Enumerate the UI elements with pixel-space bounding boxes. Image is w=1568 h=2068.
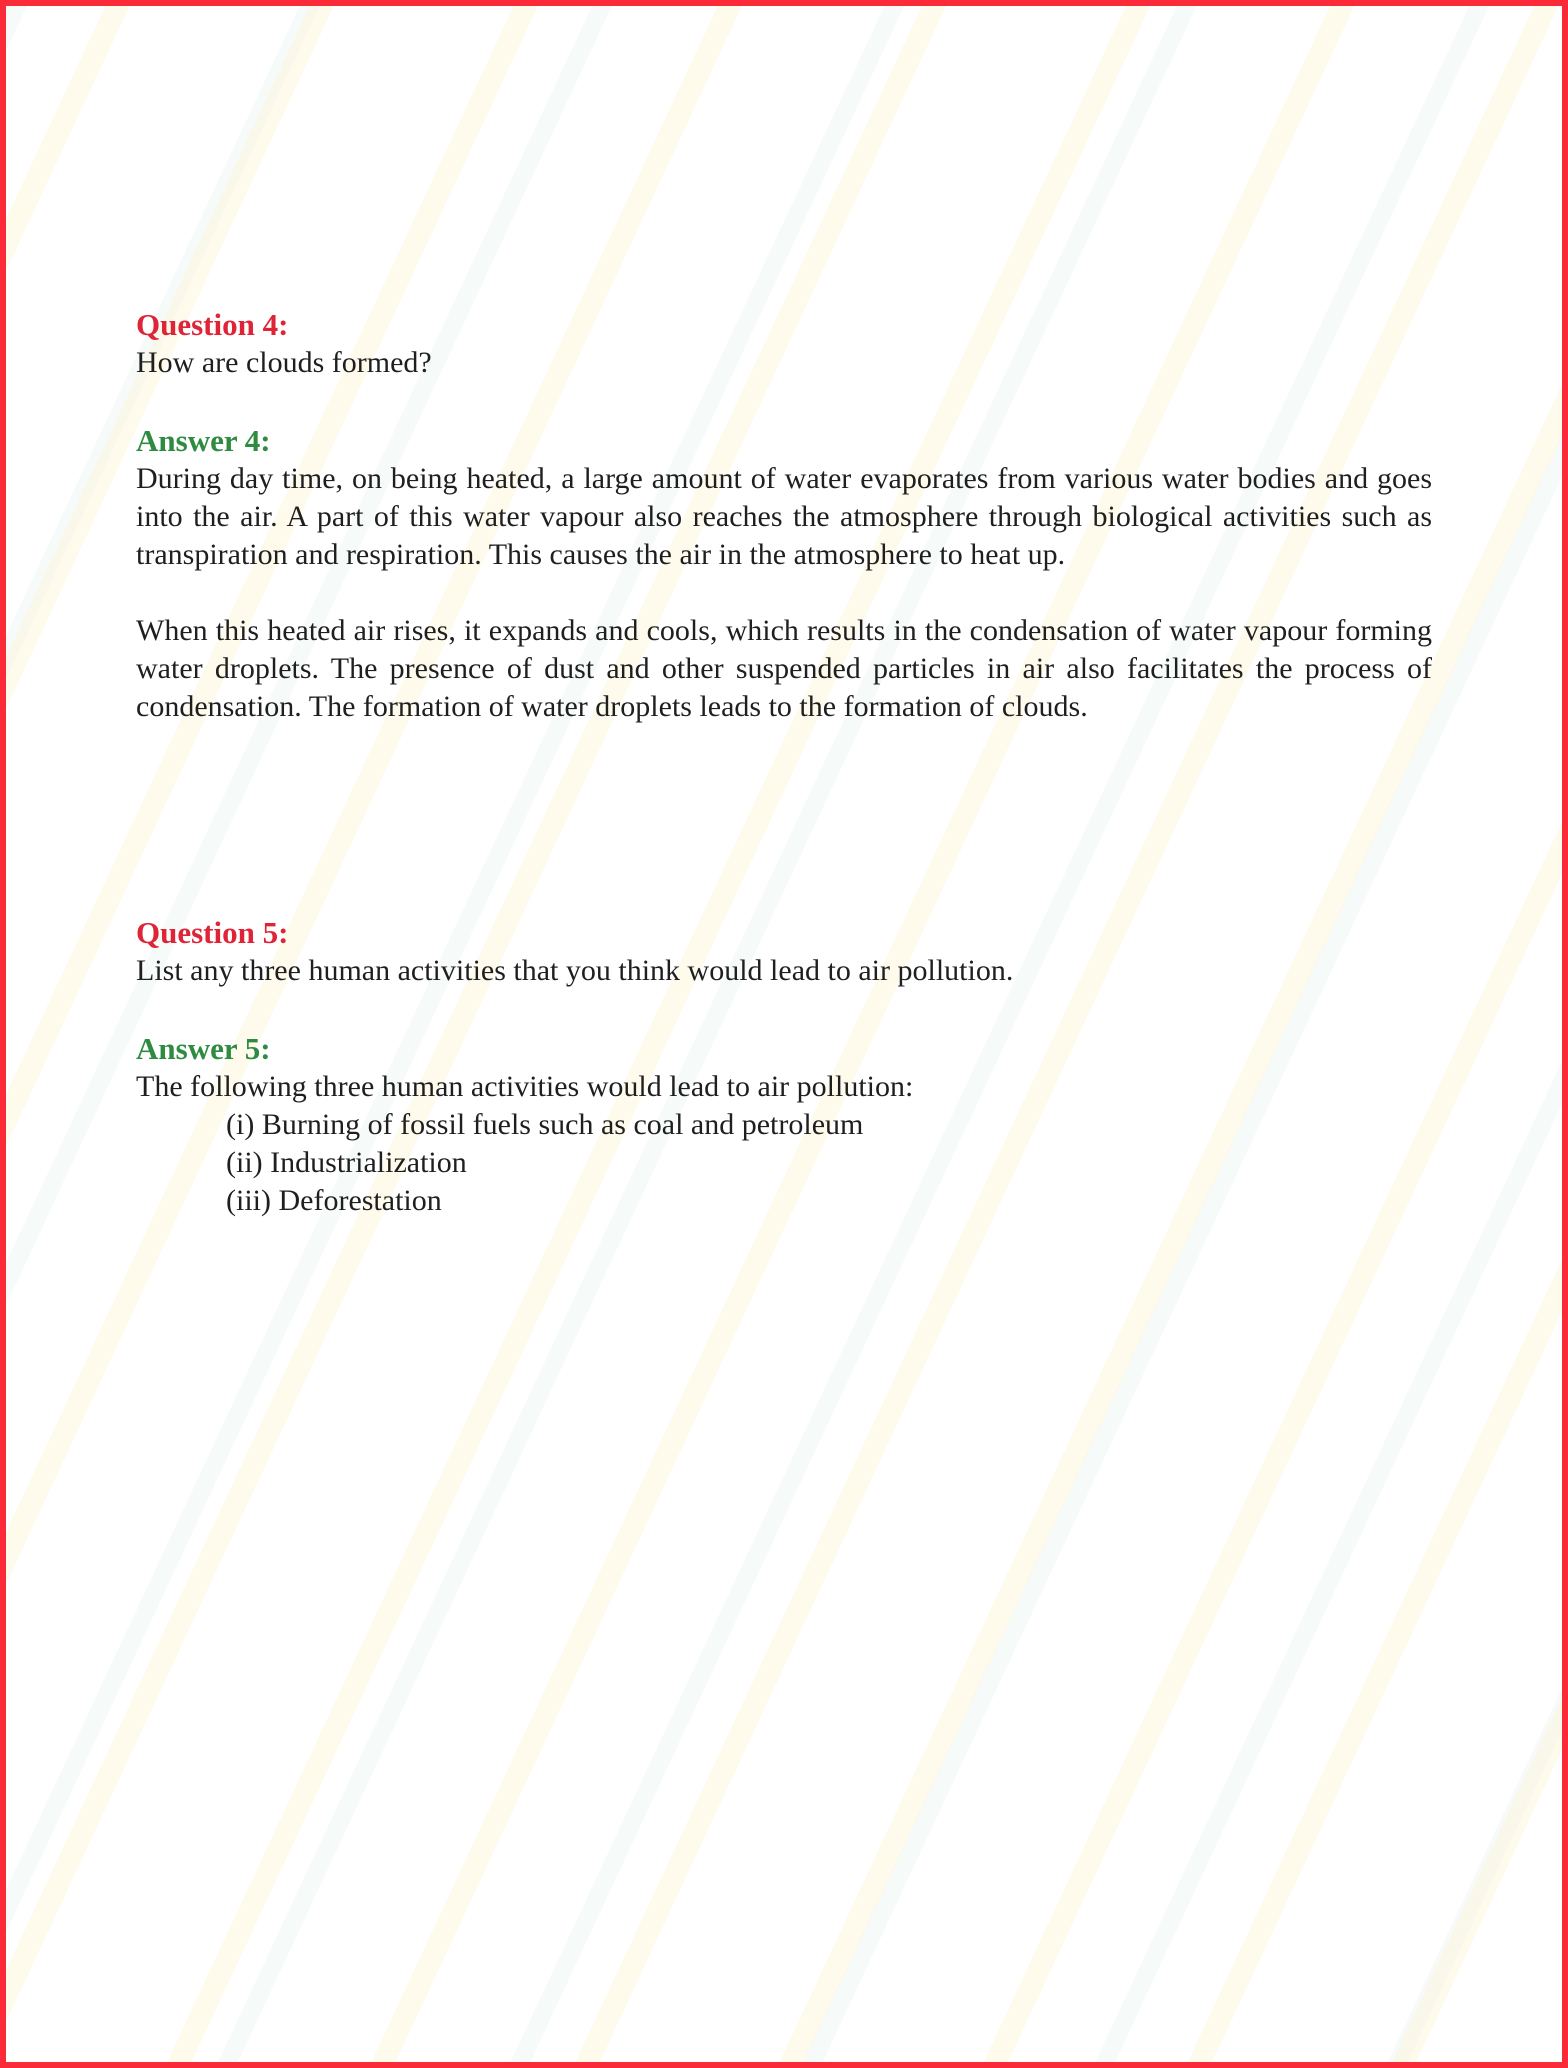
page-content [6,306,1562,1220]
question-4-block [136,306,1432,726]
answer-5-list-item: (i) Burning of fossil fuels such as coal and petroleum [226,1108,864,1141]
answer-5-heading: Answer 5: [136,1031,271,1066]
answer-4-heading: Answer 4: [136,423,271,458]
question-5-block [136,914,1432,1220]
answer-5-list-item: (iii) Deforestation [226,1184,442,1217]
question-4-heading: Question 4: [136,307,289,342]
answer-5-list [136,1106,1432,1220]
answer-5-list-item: (ii) Industrialization [226,1146,467,1179]
answer-4-paragraph-2: When this heated air rises, it expands and cools, which results in the condensation of water vapour forming water droplets. The presence of dust and other suspended particles in air also facilitates the process of condensation. The formation of water droplets leads to the formation of clouds. [136,614,1432,723]
answer-4-paragraph-1: During day time, on being heated, a large amount of water evaporates from various water bodies and goes into the air. A part of this water vapour also reaches the atmosphere through biological activities such as transpiration and respiration. This causes the air in the atmosphere to heat up. [136,462,1432,571]
answer-5-intro: The following three human activities would lead to air pollution: [136,1070,914,1103]
question-5-heading: Question 5: [136,915,289,950]
question-4-text: How are clouds formed? [136,346,432,379]
question-5-text: List any three human activities that you think would lead to air pollution. [136,954,1014,987]
